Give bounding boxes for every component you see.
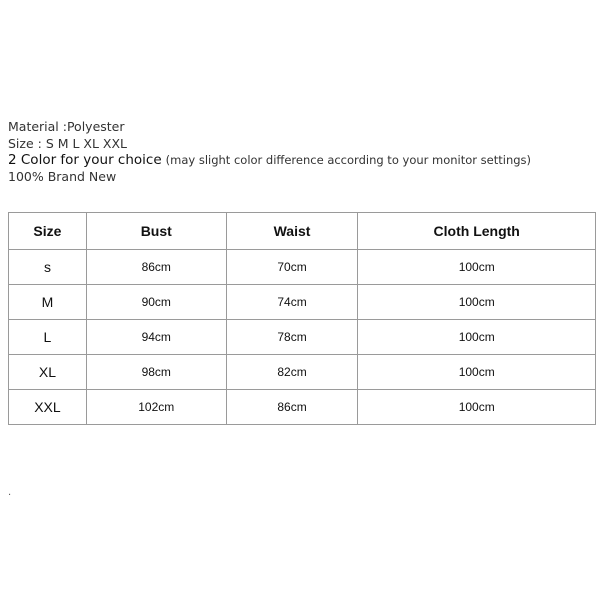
size-cell: s xyxy=(9,250,87,285)
table-row xyxy=(9,320,596,355)
header-bust: Bust xyxy=(86,213,226,250)
color-note-text: (may slight color difference according to your monitor settings) xyxy=(165,153,532,167)
size-cell: XXL xyxy=(9,390,87,425)
brand-new-text: 100% Brand New xyxy=(8,168,117,184)
size-options-text: Size : S M L XL XXL xyxy=(8,135,128,151)
size-cell: M xyxy=(9,285,87,320)
bust-cell: 90cm xyxy=(86,285,226,320)
size-cell: XL xyxy=(9,355,87,390)
color-choice-text: 2 Color for your choice xyxy=(8,152,162,168)
table-row xyxy=(9,285,596,320)
length-cell: 100cm xyxy=(358,250,596,285)
size-cell: L xyxy=(9,320,87,355)
waist-cell: 78cm xyxy=(226,320,358,355)
size-chart-table xyxy=(8,212,596,425)
header-waist: Waist xyxy=(226,213,358,250)
table-row xyxy=(9,355,596,390)
waist-cell: 86cm xyxy=(226,390,358,425)
length-cell: 100cm xyxy=(358,285,596,320)
length-cell: 100cm xyxy=(358,355,596,390)
product-info xyxy=(8,119,531,185)
bust-cell: 102cm xyxy=(86,390,226,425)
header-cloth-length: Cloth Length xyxy=(358,213,596,250)
waist-cell: 82cm xyxy=(226,355,358,390)
table-row xyxy=(9,250,596,285)
color-options-line xyxy=(8,152,531,169)
length-cell: 100cm xyxy=(358,320,596,355)
bust-cell: 86cm xyxy=(86,250,226,285)
waist-cell: 70cm xyxy=(226,250,358,285)
length-cell: 100cm xyxy=(358,390,596,425)
table-header-row xyxy=(9,213,596,250)
header-size: Size xyxy=(9,213,87,250)
material-text: Material :Polyester xyxy=(8,119,125,134)
table-row xyxy=(9,390,596,425)
bust-cell: 94cm xyxy=(86,320,226,355)
bust-cell: 98cm xyxy=(86,355,226,390)
waist-cell: 74cm xyxy=(226,285,358,320)
stray-dot: . xyxy=(8,487,12,498)
